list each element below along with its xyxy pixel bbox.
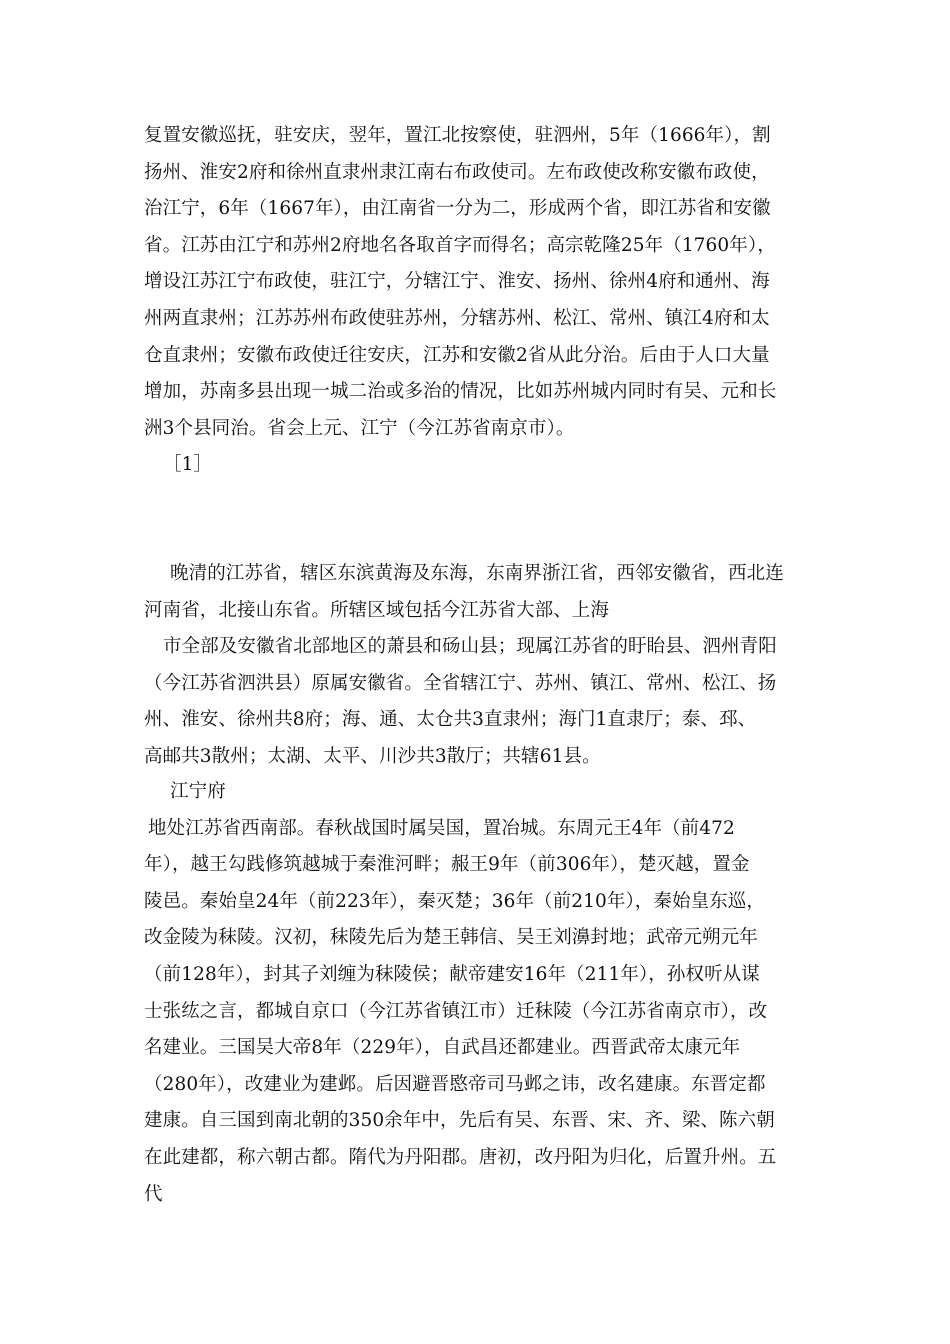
text-line: 扬州、淮安2府和徐州直隶州隶江南右布政使司。左布政使改称安徽布政使，: [144, 161, 770, 183]
text-line: 增加，苏南多县出现一城二治或多治的情况，比如苏州城内同时有吴、元和长: [144, 381, 777, 403]
paragraph-late-qing-jiangsu: [144, 556, 810, 776]
section-jiangning-prefecture: [144, 774, 810, 1213]
section-heading: 江宁府: [170, 781, 226, 802]
text-line: 洲3个县同治。省会上元、江宁（今江苏省南京市）。: [144, 417, 575, 439]
text-line: 改金陵为秣陵。汉初，秣陵先后为楚王韩信、吴王刘濞封地；武帝元朔元年: [144, 927, 758, 949]
text-line: 名建业。三国吴大帝8年（229年），自武昌还都建业。西晋武帝太康元年: [144, 1037, 741, 1059]
text-line: 代: [144, 1183, 163, 1205]
paragraph-qing-administration: [144, 118, 810, 484]
text-line: 省。江苏由江宁和苏州2府地名各取首字而得名；高宗乾隆25年（1760年），: [144, 234, 776, 256]
footnote-reference: ［1］: [163, 454, 213, 476]
text-line: 士张纮之言，都城自京口（今江苏省镇江市）迁秣陵（今江苏省南京市），改: [144, 1000, 768, 1022]
text-line: 增设江苏江宁布政使，驻江宁，分辖江宁、淮安、扬州、徐州4府和通州、海: [144, 271, 770, 293]
text-line: （今江苏省泗洪县）原属安徽省。全省辖江宁、苏州、镇江、常州、松江、扬: [144, 672, 777, 694]
text-line: 州两直隶州；江苏苏州布政使驻苏州，分辖苏州、松江、常州、镇江4府和太: [144, 307, 770, 329]
text-line: 治江宁，6年（1667年），由江南省一分为二，形成两个省，即江苏省和安徽: [144, 198, 771, 220]
text-line: 仓直隶州；安徽布政使迁往安庆，江苏和安徽2省从此分治。后由于人口大量: [144, 344, 770, 366]
text-line: 市全部及安徽省北部地区的萧县和砀山县；现属江苏省的盱眙县、泗州青阳: [163, 636, 777, 658]
text-line: 陵邑。秦始皇24年（前223年），秦灭楚；36年（前210年），秦始皇东巡，: [144, 890, 766, 912]
text-line: （前128年），封其子刘缠为秣陵侯；献帝建安16年（211年），孙权听从谋: [144, 963, 760, 985]
text-line: 晚清的江苏省，辖区东滨黄海及东海，东南界浙江省，西邻安徽省，西北连: [170, 563, 784, 584]
text-line: 地处江苏省西南部。春秋战国时属吴国，置冶城。东周元王4年（前472: [148, 817, 735, 839]
text-line: 在此建都，称六朝古都。隋代为丹阳郡。唐初，改丹阳为归化，后置升州。五: [144, 1146, 777, 1168]
text-line: 建康。自三国到南北朝的350余年中，先后有吴、东晋、宋、齐、梁、陈六朝: [144, 1110, 775, 1132]
text-line: 河南省，北接山东省。所辖区域包括今江苏省大部、上海: [144, 599, 610, 621]
text-line: 高邮共3散州；太湖、太平、川沙共3散厅；共辖61县。: [144, 745, 601, 767]
text-line: （280年），改建业为建邺。后因避晋愍帝司马邺之讳，改名建康。东晋定都: [144, 1073, 766, 1095]
text-line: 年），越王勾践修筑越城于秦淮河畔；赧王9年（前306年），楚灭越，置金: [144, 854, 750, 876]
text-line: 复置安徽巡抚，驻安庆，翌年，置江北按察使，驻泗州，5年（1666年），割: [144, 125, 771, 146]
text-line: 州、淮安、徐州共8府；海、通、太仓共3直隶州；海门1直隶厅；泰、邳、: [144, 709, 757, 731]
